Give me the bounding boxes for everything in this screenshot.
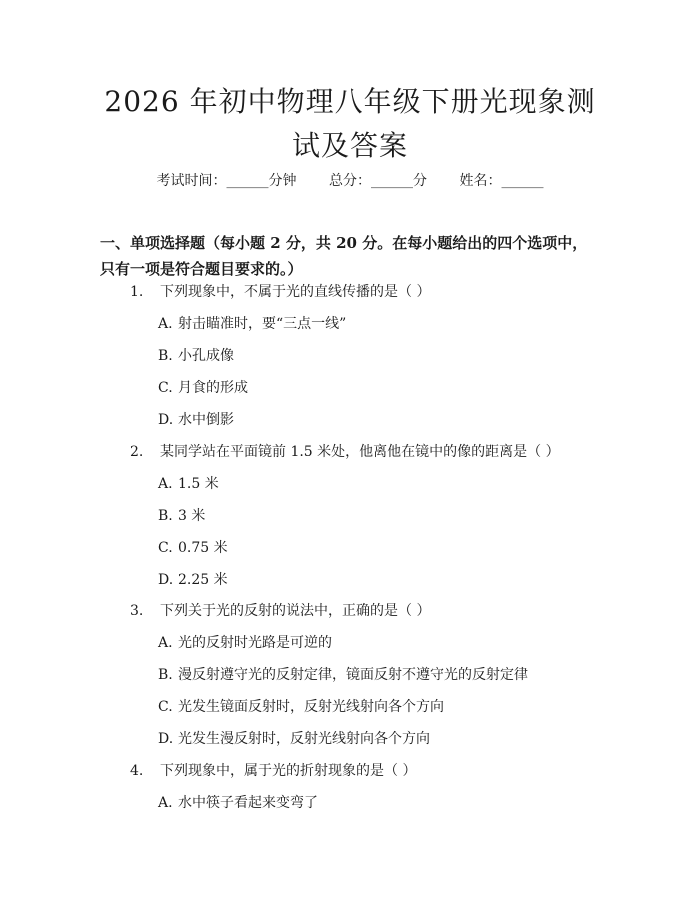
option-text: 2.25 米 (178, 572, 228, 588)
option-letter: D. (158, 572, 174, 588)
option-text: 月食的形成 (178, 380, 248, 396)
option-text: 射击瞄准时，要“三点一线” (178, 316, 347, 332)
option-letter: B. (158, 508, 173, 524)
option-letter: C. (158, 540, 173, 556)
option-item (158, 793, 318, 813)
option-text: 1.5 米 (178, 476, 219, 492)
option-item (158, 633, 332, 653)
option-item (158, 506, 205, 526)
document-title: 2026 年初中物理八年级下册光现象测试及答案 (104, 85, 596, 162)
option-item (158, 410, 234, 430)
option-letter: D. (158, 731, 174, 747)
option-letter: A. (158, 316, 173, 332)
question-number: 2. (130, 444, 144, 460)
question-item (130, 282, 430, 302)
question-number: 3. (130, 603, 144, 619)
option-letter: C. (158, 699, 173, 715)
question-text: 下列现象中，不属于光的直线传播的是（ ） (160, 284, 431, 300)
option-text: 0.75 米 (178, 540, 228, 556)
option-letter: B. (158, 667, 173, 683)
option-letter: B. (158, 348, 173, 364)
option-text: 光发生镜面反射时，反射光线射向各个方向 (178, 699, 444, 715)
option-item (158, 346, 234, 366)
question-number: 1. (130, 284, 144, 300)
option-item (158, 378, 248, 398)
option-item (158, 729, 430, 749)
option-item (158, 665, 528, 685)
option-item (158, 697, 444, 717)
question-text: 下列关于光的反射的说法中，正确的是（ ） (160, 603, 431, 619)
total-score-field: 总分：______分 (329, 173, 427, 189)
option-item (158, 474, 219, 494)
exam-info (0, 170, 700, 190)
exam-time-field: 考试时间：______分钟 (156, 173, 297, 189)
option-text: 小孔成像 (178, 348, 234, 364)
option-text: 水中倒影 (178, 412, 234, 428)
option-item (158, 538, 228, 558)
option-text: 水中筷子看起来变弯了 (178, 795, 318, 811)
option-letter: A. (158, 476, 173, 492)
option-text: 漫反射遵守光的反射定律，镜面反射不遵守光的反射定律 (178, 667, 528, 683)
question-text: 某同学站在平面镜前 1.5 米处，他离他在镜中的像的距离是（ ） (160, 444, 560, 460)
question-item (130, 442, 560, 462)
question-item (130, 761, 416, 781)
option-letter: A. (158, 795, 173, 811)
option-text: 3 米 (178, 508, 206, 524)
option-letter: C. (158, 380, 173, 396)
option-text: 光的反射时光路是可逆的 (178, 635, 332, 651)
option-letter: D. (158, 412, 174, 428)
option-text: 光发生漫反射时，反射光线射向各个方向 (178, 731, 430, 747)
option-item (158, 314, 346, 334)
option-letter: A. (158, 635, 173, 651)
student-name-field: 姓名：______ (459, 173, 544, 189)
question-number: 4. (130, 763, 144, 779)
section-heading: 一、单项选择题（每小题 2 分，共 20 分。在每小题给出的四个选项中，只有一项是符合题目要求的。） (100, 234, 588, 278)
question-item (130, 601, 430, 621)
question-text: 下列现象中，属于光的折射现象的是（ ） (160, 763, 417, 779)
option-item (158, 570, 228, 590)
